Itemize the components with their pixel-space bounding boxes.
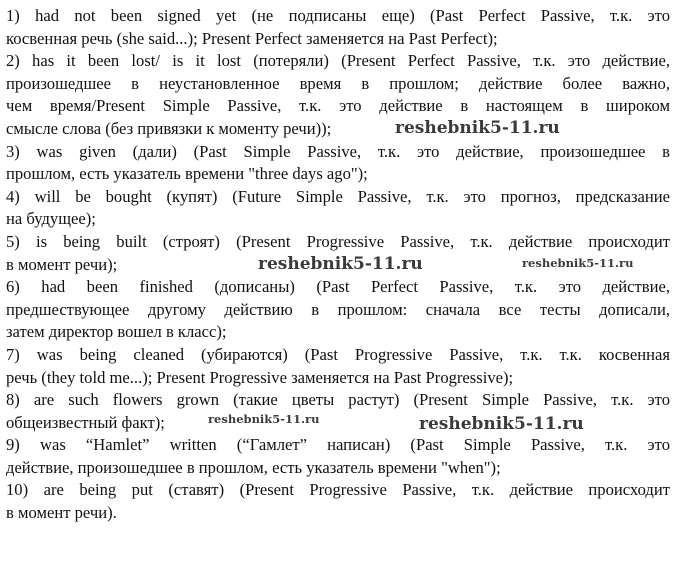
text-line: чем время/Present Simple Passive, т.к. это действие в настоящем в широком [6,96,670,116]
text-line: 8) are such flowers grown (такие цветы растут) (Present Simple Passive, т.к. это [6,390,670,410]
text-line: в момент речи); [6,254,118,274]
text-line: 6) had been finished (дописаны) (Past Perfect Passive, т.к. это действие, [6,277,670,297]
text-line: действие, произошедшее в прошлом, есть указатель времени "when"); [6,457,501,477]
text-line: прошлом, есть указатель времени "three days ago"); [6,164,368,184]
text-line: в момент речи). [6,503,117,523]
text-line: смысле слова (без привязки к моменту речи)); [6,118,332,138]
text-line: 1) had not been signed yet (не подписаны еще) (Past Perfect Passive, т.к. это [6,6,670,25]
text-line: косвенная речь (she said...); Present Perfect заменяется на Past Perfect); [6,28,498,48]
text-line: 7) was being cleaned (убираются) (Past Progressive Passive, т.к. т.к. косвенная [6,344,670,364]
text-line: на будущее); [6,209,96,229]
text-line: затем директор вошел в класс); [6,322,227,342]
watermark-1: reshebnik5-11.ru [395,118,560,138]
watermark-4: reshebnik5-11.ru [208,412,320,426]
text-line: 10) are being put (ставят) (Present Progressive Passive, т.к. действие происходит [6,480,670,500]
text-line: 2) has it been lost/ is it lost (потеряли) (Present Perfect Passive, т.к. это действие, [6,51,670,71]
text-line: 3) was given (дали) (Past Simple Passive, т.к. это действие, произошедшее в [6,141,670,161]
text-line: общеизвестный факт); [6,412,165,432]
text-line: речь (they told me...); Present Progressive заменяется на Past Progressive); [6,367,514,387]
watermark-3: reshebnik5-11.ru [522,256,634,270]
text-line: предшествующее другому действию в прошлом: сначала все тесты дописали, [6,299,670,319]
watermark-5: reshebnik5-11.ru [419,414,584,434]
watermark-2: reshebnik5-11.ru [258,254,423,274]
text-line: 4) will be bought (купят) (Future Simple Passive, т.к. это прогноз, предсказание [6,186,670,206]
text-line: 9) was “Hamlet” written (“Гамлет” написан) (Past Simple Passive, т.к. это [6,435,670,455]
text-line: произошедшее в неустановленное время в прошлом; действие более важно, [6,73,670,93]
text-line: 5) is being built (строят) (Present Progressive Passive, т.к. действие происходит [6,231,670,251]
